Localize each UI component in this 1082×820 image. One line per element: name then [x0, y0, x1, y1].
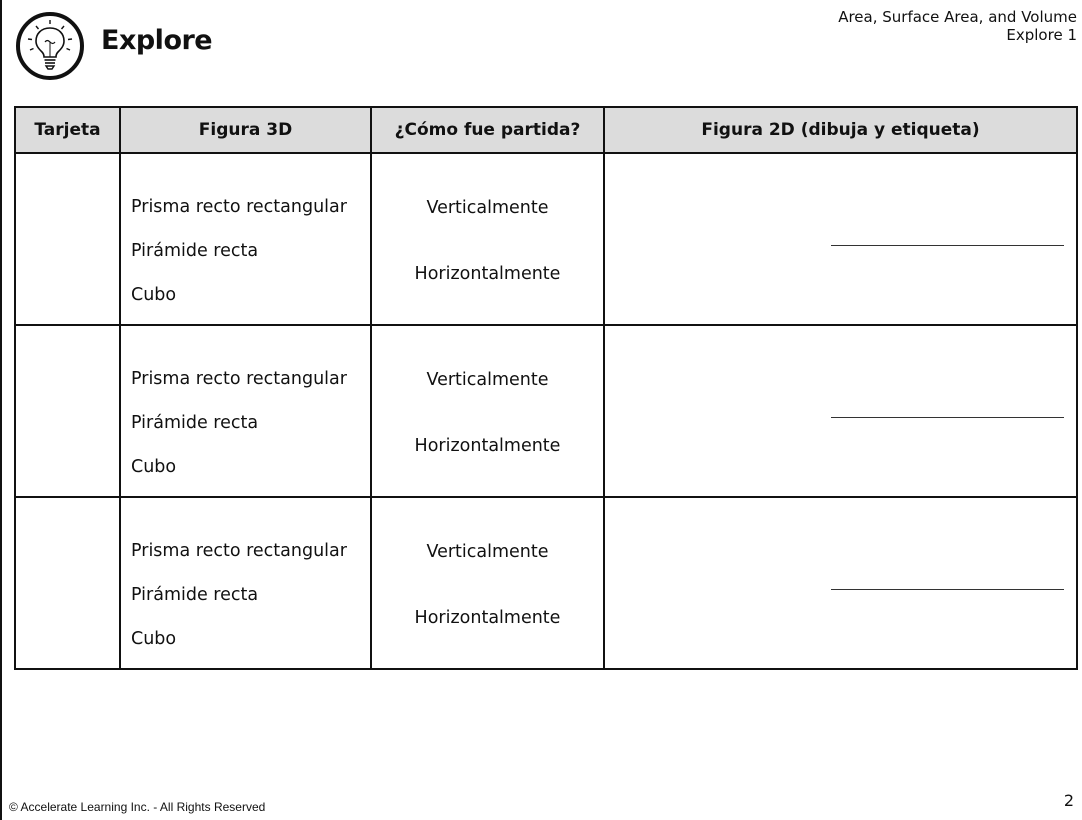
cut-option-horizontal[interactable]: Horizontalmente	[414, 436, 561, 456]
shape-option-rectangular-prism[interactable]: Prisma recto rectangular	[131, 369, 347, 389]
drawing-area[interactable]	[604, 325, 1077, 497]
label-answer-line[interactable]	[831, 245, 1064, 246]
column-header-2d-figure: Figura 2D (dibuja y etiqueta)	[604, 107, 1077, 153]
drawing-area[interactable]	[604, 153, 1077, 325]
section-label: Explore 1	[1006, 26, 1077, 44]
column-header-cut-direction: ¿Cómo fue partida?	[371, 107, 604, 153]
label-answer-line[interactable]	[831, 589, 1064, 590]
card-cell[interactable]	[15, 325, 120, 497]
shape-options-cell	[120, 153, 371, 325]
shape-option-rectangular-prism[interactable]: Prisma recto rectangular	[131, 541, 347, 561]
page-number: 2	[1063, 791, 1074, 810]
copyright-notice: © Accelerate Learning Inc. - All Rights Reserved	[9, 800, 266, 814]
shape-option-pyramid[interactable]: Pirámide recta	[131, 241, 259, 261]
cut-option-horizontal[interactable]: Horizontalmente	[414, 264, 561, 284]
unit-title: Area, Surface Area, and Volume	[838, 8, 1077, 26]
shape-option-pyramid[interactable]: Pirámide recta	[131, 585, 259, 605]
drawing-area[interactable]	[604, 497, 1077, 669]
shape-option-rectangular-prism[interactable]: Prisma recto rectangular	[131, 197, 347, 217]
shape-options-cell	[120, 325, 371, 497]
card-cell[interactable]	[15, 153, 120, 325]
card-cell[interactable]	[15, 497, 120, 669]
left-margin-rule	[0, 0, 2, 820]
shape-option-cube[interactable]: Cubo	[131, 629, 177, 649]
page-title: Explore	[101, 25, 213, 56]
shape-option-cube[interactable]: Cubo	[131, 285, 177, 305]
cut-option-vertical[interactable]: Verticalmente	[426, 370, 549, 390]
table-row	[15, 325, 1077, 497]
cut-option-vertical[interactable]: Verticalmente	[426, 198, 549, 218]
column-header-3d-figure: Figura 3D	[120, 107, 371, 153]
cut-option-vertical[interactable]: Verticalmente	[426, 542, 549, 562]
shape-option-cube[interactable]: Cubo	[131, 457, 177, 477]
table-header-row	[15, 107, 1077, 153]
table-row	[15, 153, 1077, 325]
shape-option-pyramid[interactable]: Pirámide recta	[131, 413, 259, 433]
column-header-card: Tarjeta	[15, 107, 120, 153]
label-answer-line[interactable]	[831, 417, 1064, 418]
shape-options-cell	[120, 497, 371, 669]
cut-options-cell	[371, 497, 604, 669]
cut-options-cell	[371, 153, 604, 325]
cut-options-cell	[371, 325, 604, 497]
lightbulb-icon	[15, 11, 85, 81]
explore-table	[14, 106, 1078, 670]
unit-heading	[838, 8, 1077, 44]
table-row	[15, 497, 1077, 669]
cut-option-horizontal[interactable]: Horizontalmente	[414, 608, 561, 628]
